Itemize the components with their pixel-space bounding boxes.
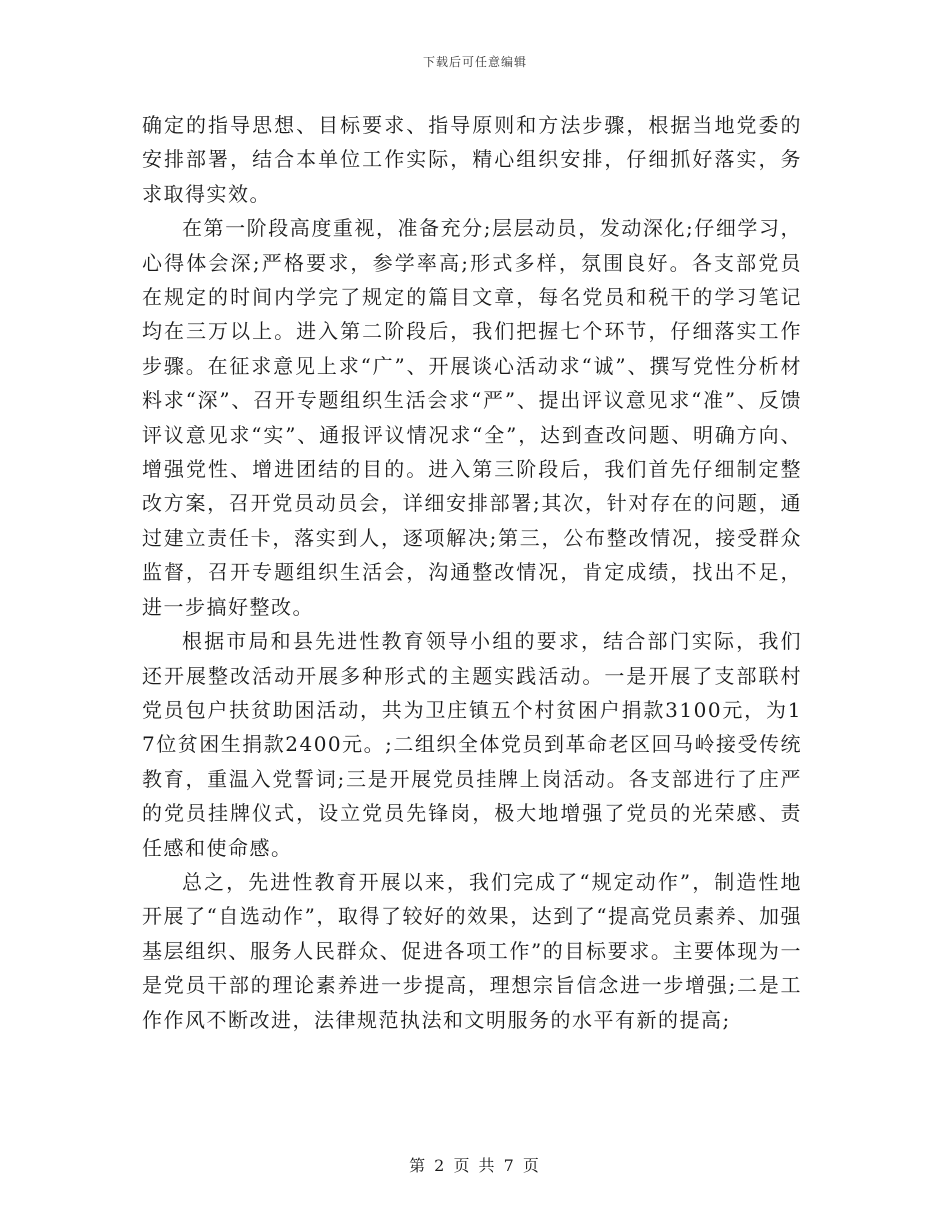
page-number: 第 2 页 共 7 页 <box>409 1156 541 1175</box>
body-text <box>142 108 802 1037</box>
paragraph-4: 总之，先进性教育开展以来，我们完成了“规定动作”，制造性地开展了“自选动作”，取得了较好的效果，达到了“提高党员素养、加强基层组织、服务人民群众、促进各项工作”的目标要求。主要体现为一是党员干部的理论素养进一步提高，理想宗旨信念进一步增强;二是工作作风不断改进，法律规范执法和文明服务的水平有新的提高; <box>142 869 802 1032</box>
paragraph-1: 确定的指导思想、目标要求、指导原则和方法步骤，根据当地党委的安排部署，结合本单位工作实际，精心组织安排，仔细抓好落实，务求取得实效。 <box>142 113 802 206</box>
header-note: 下载后可任意编辑 <box>422 55 527 69</box>
paragraph-3: 根据市局和县先进性教育领导小组的要求，结合部门实际，我们还开展整改活动开展多种形式的主题实践活动。一是开展了支部联村党员包户扶贫助困活动，共为卫庄镇五个村贫困户捐款3100元，为17位贫困生捐款2400元。;二组织全体党员到革命老区回马岭接受传统教育，重温入党誓词;三是开展党员挂牌上岗活动。各支部进行了庄严的党员挂牌仪式，设立党员先锋岗，极大地增强了党员的光荣感、责任感和使命感。 <box>142 629 802 860</box>
paragraph-2: 在第一阶段高度重视，准备充分;层层动员，发动深化;仔细学习，心得体会深;严格要求，参学率高;形式多样，氛围良好。各支部党员在规定的时间内学完了规定的篇目文章，每名党员和税干的学习笔记均在三万以上。进入第二阶段后，我们把握七个环节，仔细落实工作步骤。在征求意见上求“广”、开展谈心活动求“诚”、撰写党性分析材料求“深”、召开专题组织生活会求“严”、提出评议意见求“准”、反馈评议意见求“实”、通报评议情况求“全”，达到查改问题、明确方向、增强党性、增进团结的目的。进入第三阶段后，我们首先仔细制定整改方案，召开党员动员会，详细安排部署;其次，针对存在的问题，通过建立责任卡，落实到人，逐项解决;第三，公布整改情况，接受群众监督，召开专题组织生活会，沟通整改情况，肯定成绩，找出不足，进一步搞好整改。 <box>142 216 802 619</box>
